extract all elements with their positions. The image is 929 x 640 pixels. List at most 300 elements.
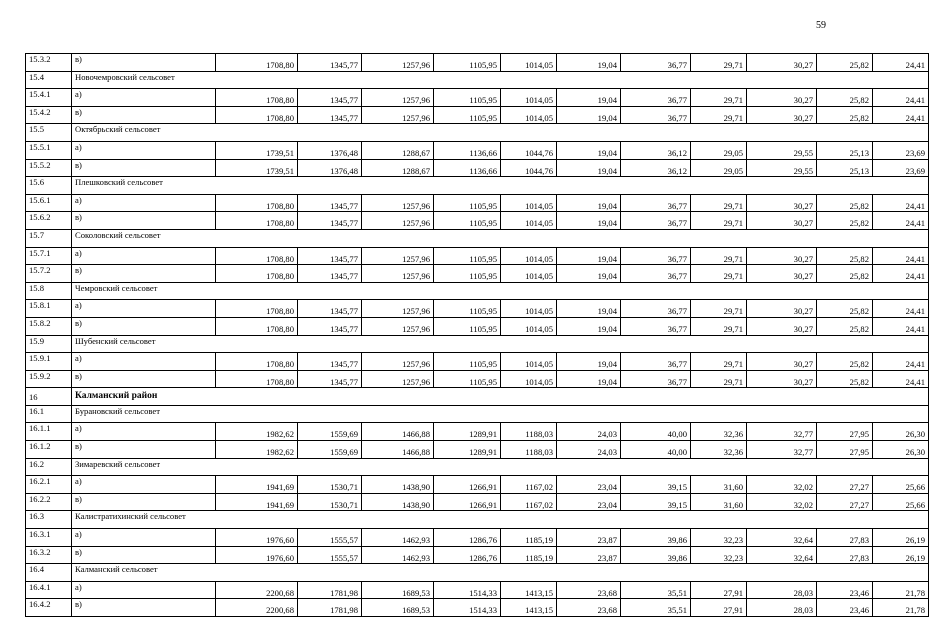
value-cell: 1044,76 [501, 141, 557, 159]
value-cell: 1708,80 [216, 300, 298, 318]
value-cell: 24,41 [873, 317, 929, 335]
row-code: 16.3 [26, 511, 72, 529]
value-cell: 32,02 [747, 476, 817, 494]
row-code: 16.1.2 [26, 441, 72, 459]
value-cell: 19,04 [557, 300, 621, 318]
value-cell: 26,19 [873, 546, 929, 564]
row-label: в) [72, 370, 216, 388]
row-code: 15.5 [26, 124, 72, 142]
value-cell: 25,82 [817, 54, 873, 72]
row-label: а) [72, 529, 216, 547]
value-cell: 1781,98 [298, 599, 362, 617]
row-code: 15.3.2 [26, 54, 72, 72]
row-code: 16.4 [26, 564, 72, 582]
value-cell: 1257,96 [362, 194, 434, 212]
value-cell: 1559,69 [298, 423, 362, 441]
value-cell: 27,91 [691, 599, 747, 617]
value-cell: 1105,95 [434, 370, 501, 388]
row-code: 15.4.1 [26, 89, 72, 107]
value-cell: 21,78 [873, 599, 929, 617]
group-title: Октябрьский сельсовет [72, 124, 929, 142]
row-code: 15.7.2 [26, 265, 72, 283]
value-cell: 36,77 [621, 370, 691, 388]
row-code: 16.2 [26, 458, 72, 476]
value-cell: 1413,15 [501, 599, 557, 617]
value-cell: 1708,80 [216, 54, 298, 72]
section-row [26, 388, 929, 406]
value-cell: 1288,67 [362, 159, 434, 177]
value-cell: 36,12 [621, 141, 691, 159]
value-cell: 1708,80 [216, 89, 298, 107]
value-cell: 24,41 [873, 265, 929, 283]
value-cell: 1708,80 [216, 317, 298, 335]
value-cell: 1105,95 [434, 353, 501, 371]
value-cell: 1514,33 [434, 581, 501, 599]
row-code: 15.7 [26, 229, 72, 247]
value-cell: 1257,96 [362, 353, 434, 371]
value-cell: 1376,48 [298, 159, 362, 177]
value-cell: 36,77 [621, 247, 691, 265]
row-label: а) [72, 423, 216, 441]
value-cell: 21,78 [873, 581, 929, 599]
group-title: Соколовский сельсовет [72, 229, 929, 247]
group-row [26, 511, 929, 529]
value-cell: 19,04 [557, 194, 621, 212]
table-row [26, 89, 929, 107]
value-cell: 1257,96 [362, 106, 434, 124]
row-code: 15.5.1 [26, 141, 72, 159]
table-row [26, 546, 929, 564]
value-cell: 19,04 [557, 247, 621, 265]
value-cell: 23,68 [557, 581, 621, 599]
value-cell: 1689,53 [362, 599, 434, 617]
value-cell: 1105,95 [434, 54, 501, 72]
value-cell: 32,23 [691, 546, 747, 564]
value-cell: 39,86 [621, 546, 691, 564]
value-cell: 1345,77 [298, 89, 362, 107]
table-row [26, 317, 929, 335]
row-code: 16.4.1 [26, 581, 72, 599]
value-cell: 1185,19 [501, 546, 557, 564]
value-cell: 30,27 [747, 89, 817, 107]
value-cell: 1044,76 [501, 159, 557, 177]
value-cell: 1514,33 [434, 599, 501, 617]
value-cell: 30,27 [747, 212, 817, 230]
value-cell: 25,82 [817, 353, 873, 371]
value-cell: 36,12 [621, 159, 691, 177]
value-cell: 36,77 [621, 89, 691, 107]
value-cell: 1438,90 [362, 476, 434, 494]
value-cell: 29,71 [691, 54, 747, 72]
value-cell: 1014,05 [501, 353, 557, 371]
value-cell: 1941,69 [216, 493, 298, 511]
value-cell: 19,04 [557, 159, 621, 177]
value-cell: 1976,60 [216, 546, 298, 564]
row-label: в) [72, 441, 216, 459]
group-row [26, 229, 929, 247]
value-cell: 1781,98 [298, 581, 362, 599]
group-row [26, 405, 929, 423]
value-cell: 25,82 [817, 89, 873, 107]
value-cell: 1105,95 [434, 89, 501, 107]
value-cell: 31,60 [691, 493, 747, 511]
row-label: в) [72, 599, 216, 617]
value-cell: 1413,15 [501, 581, 557, 599]
value-cell: 23,68 [557, 599, 621, 617]
value-cell: 1286,76 [434, 529, 501, 547]
value-cell: 35,51 [621, 599, 691, 617]
value-cell: 1167,02 [501, 493, 557, 511]
table-row [26, 212, 929, 230]
group-title: Плешковский сельсовет [72, 177, 929, 195]
value-cell: 1266,91 [434, 476, 501, 494]
row-code: 16.3.1 [26, 529, 72, 547]
value-cell: 19,04 [557, 353, 621, 371]
value-cell: 24,41 [873, 54, 929, 72]
value-cell: 39,15 [621, 493, 691, 511]
value-cell: 29,05 [691, 141, 747, 159]
value-cell: 1462,93 [362, 529, 434, 547]
group-title: Чемровский сельсовет [72, 282, 929, 300]
value-cell: 1708,80 [216, 370, 298, 388]
value-cell: 24,03 [557, 423, 621, 441]
value-cell: 1982,62 [216, 441, 298, 459]
row-label: а) [72, 581, 216, 599]
page-number: 59 [816, 20, 826, 31]
value-cell: 1014,05 [501, 54, 557, 72]
value-cell: 30,27 [747, 54, 817, 72]
value-cell: 23,46 [817, 599, 873, 617]
value-cell: 32,77 [747, 423, 817, 441]
value-cell: 1708,80 [216, 212, 298, 230]
row-label: а) [72, 353, 216, 371]
value-cell: 23,04 [557, 493, 621, 511]
value-cell: 1345,77 [298, 265, 362, 283]
value-cell: 25,82 [817, 247, 873, 265]
table-row [26, 265, 929, 283]
value-cell: 1105,95 [434, 247, 501, 265]
group-title: Калманский сельсовет [72, 564, 929, 582]
value-cell: 1739,51 [216, 141, 298, 159]
value-cell: 2200,68 [216, 599, 298, 617]
table-body [26, 54, 929, 617]
value-cell: 1185,19 [501, 529, 557, 547]
value-cell: 1708,80 [216, 265, 298, 283]
table-row [26, 423, 929, 441]
row-code: 15.6.2 [26, 212, 72, 230]
value-cell: 25,82 [817, 370, 873, 388]
table-row [26, 141, 929, 159]
value-cell: 29,05 [691, 159, 747, 177]
table-row [26, 54, 929, 72]
value-cell: 29,71 [691, 300, 747, 318]
value-cell: 29,71 [691, 106, 747, 124]
value-cell: 1105,95 [434, 194, 501, 212]
value-cell: 36,77 [621, 194, 691, 212]
value-cell: 19,04 [557, 212, 621, 230]
value-cell: 1105,95 [434, 212, 501, 230]
value-cell: 1105,95 [434, 300, 501, 318]
group-row [26, 124, 929, 142]
value-cell: 1345,77 [298, 370, 362, 388]
row-code: 15.9.2 [26, 370, 72, 388]
value-cell: 1136,66 [434, 141, 501, 159]
value-cell: 36,77 [621, 212, 691, 230]
value-cell: 1286,76 [434, 546, 501, 564]
value-cell: 1462,93 [362, 546, 434, 564]
value-cell: 24,41 [873, 106, 929, 124]
row-code: 16.1.1 [26, 423, 72, 441]
row-label: в) [72, 493, 216, 511]
value-cell: 1188,03 [501, 423, 557, 441]
value-cell: 36,77 [621, 353, 691, 371]
group-title: Калистратихинский сельсовет [72, 511, 929, 529]
row-code: 16.4.2 [26, 599, 72, 617]
row-code: 16.2.2 [26, 493, 72, 511]
value-cell: 1014,05 [501, 317, 557, 335]
table-row [26, 599, 929, 617]
value-cell: 27,83 [817, 546, 873, 564]
group-title: Шубенский сельсовет [72, 335, 929, 353]
row-code: 16.1 [26, 405, 72, 423]
value-cell: 27,91 [691, 581, 747, 599]
row-label: в) [72, 317, 216, 335]
value-cell: 1105,95 [434, 106, 501, 124]
row-code: 15.9 [26, 335, 72, 353]
value-cell: 1257,96 [362, 247, 434, 265]
value-cell: 24,41 [873, 353, 929, 371]
value-cell: 19,04 [557, 54, 621, 72]
value-cell: 29,71 [691, 89, 747, 107]
value-cell: 1976,60 [216, 529, 298, 547]
value-cell: 36,77 [621, 317, 691, 335]
table-row [26, 247, 929, 265]
value-cell: 1257,96 [362, 300, 434, 318]
value-cell: 23,46 [817, 581, 873, 599]
value-cell: 1257,96 [362, 265, 434, 283]
value-cell: 29,71 [691, 247, 747, 265]
group-row [26, 458, 929, 476]
value-cell: 25,82 [817, 265, 873, 283]
group-row [26, 282, 929, 300]
row-label: в) [72, 265, 216, 283]
group-title: Бурановский сельсовет [72, 405, 929, 423]
table-row [26, 441, 929, 459]
value-cell: 39,86 [621, 529, 691, 547]
value-cell: 1708,80 [216, 106, 298, 124]
value-cell: 27,95 [817, 423, 873, 441]
value-cell: 1289,91 [434, 423, 501, 441]
value-cell: 32,23 [691, 529, 747, 547]
value-cell: 1345,77 [298, 194, 362, 212]
value-cell: 24,41 [873, 300, 929, 318]
table-row [26, 493, 929, 511]
value-cell: 1982,62 [216, 423, 298, 441]
value-cell: 40,00 [621, 423, 691, 441]
value-cell: 1345,77 [298, 317, 362, 335]
value-cell: 1257,96 [362, 89, 434, 107]
value-cell: 30,27 [747, 106, 817, 124]
table-row [26, 300, 929, 318]
value-cell: 30,27 [747, 353, 817, 371]
value-cell: 1345,77 [298, 54, 362, 72]
value-cell: 1739,51 [216, 159, 298, 177]
row-label: а) [72, 476, 216, 494]
value-cell: 28,03 [747, 581, 817, 599]
value-cell: 1530,71 [298, 493, 362, 511]
value-cell: 1289,91 [434, 441, 501, 459]
value-cell: 1014,05 [501, 265, 557, 283]
value-cell: 30,27 [747, 265, 817, 283]
row-code: 16 [26, 388, 72, 406]
value-cell: 1014,05 [501, 194, 557, 212]
value-cell: 24,41 [873, 212, 929, 230]
value-cell: 30,27 [747, 370, 817, 388]
value-cell: 1345,77 [298, 353, 362, 371]
value-cell: 40,00 [621, 441, 691, 459]
table-row [26, 159, 929, 177]
value-cell: 24,03 [557, 441, 621, 459]
group-row [26, 335, 929, 353]
value-cell: 26,19 [873, 529, 929, 547]
table-row [26, 476, 929, 494]
value-cell: 1014,05 [501, 89, 557, 107]
row-label: а) [72, 194, 216, 212]
group-title: Зимаревский сельсовет [72, 458, 929, 476]
tariff-table [25, 53, 929, 617]
value-cell: 1376,48 [298, 141, 362, 159]
value-cell: 32,36 [691, 441, 747, 459]
value-cell: 29,71 [691, 353, 747, 371]
row-label: в) [72, 159, 216, 177]
row-label: в) [72, 546, 216, 564]
value-cell: 30,27 [747, 300, 817, 318]
row-code: 15.7.1 [26, 247, 72, 265]
value-cell: 29,71 [691, 212, 747, 230]
value-cell: 25,13 [817, 159, 873, 177]
value-cell: 36,77 [621, 54, 691, 72]
row-label: а) [72, 300, 216, 318]
group-row [26, 177, 929, 195]
value-cell: 1288,67 [362, 141, 434, 159]
row-code: 15.5.2 [26, 159, 72, 177]
row-code: 15.4 [26, 71, 72, 89]
value-cell: 1708,80 [216, 353, 298, 371]
value-cell: 1014,05 [501, 247, 557, 265]
value-cell: 30,27 [747, 317, 817, 335]
value-cell: 24,41 [873, 89, 929, 107]
value-cell: 26,30 [873, 441, 929, 459]
row-code: 15.8.1 [26, 300, 72, 318]
value-cell: 25,66 [873, 493, 929, 511]
value-cell: 19,04 [557, 106, 621, 124]
group-row [26, 564, 929, 582]
table-row [26, 353, 929, 371]
value-cell: 32,77 [747, 441, 817, 459]
row-code: 15.8.2 [26, 317, 72, 335]
value-cell: 1014,05 [501, 370, 557, 388]
value-cell: 24,41 [873, 247, 929, 265]
value-cell: 35,51 [621, 581, 691, 599]
section-title: Калманский район [72, 388, 929, 406]
value-cell: 27,27 [817, 476, 873, 494]
table-row [26, 194, 929, 212]
table-row [26, 106, 929, 124]
group-row [26, 71, 929, 89]
value-cell: 39,15 [621, 476, 691, 494]
value-cell: 23,69 [873, 159, 929, 177]
row-code: 15.6 [26, 177, 72, 195]
value-cell: 23,87 [557, 529, 621, 547]
value-cell: 1257,96 [362, 212, 434, 230]
value-cell: 25,82 [817, 106, 873, 124]
value-cell: 1257,96 [362, 54, 434, 72]
value-cell: 36,77 [621, 106, 691, 124]
value-cell: 1345,77 [298, 247, 362, 265]
value-cell: 1105,95 [434, 265, 501, 283]
value-cell: 1014,05 [501, 106, 557, 124]
value-cell: 27,83 [817, 529, 873, 547]
group-title: Новочемровский сельсовет [72, 71, 929, 89]
table-row [26, 581, 929, 599]
value-cell: 1167,02 [501, 476, 557, 494]
value-cell: 1466,88 [362, 423, 434, 441]
table-row [26, 370, 929, 388]
value-cell: 29,71 [691, 265, 747, 283]
value-cell: 32,36 [691, 423, 747, 441]
value-cell: 1941,69 [216, 476, 298, 494]
value-cell: 1559,69 [298, 441, 362, 459]
row-code: 15.4.2 [26, 106, 72, 124]
row-label: в) [72, 212, 216, 230]
value-cell: 1257,96 [362, 317, 434, 335]
value-cell: 1708,80 [216, 247, 298, 265]
value-cell: 2200,68 [216, 581, 298, 599]
value-cell: 25,82 [817, 212, 873, 230]
value-cell: 1014,05 [501, 212, 557, 230]
value-cell: 25,82 [817, 317, 873, 335]
value-cell: 19,04 [557, 317, 621, 335]
value-cell: 19,04 [557, 89, 621, 107]
value-cell: 24,41 [873, 370, 929, 388]
value-cell: 1266,91 [434, 493, 501, 511]
value-cell: 31,60 [691, 476, 747, 494]
value-cell: 23,04 [557, 476, 621, 494]
value-cell: 36,77 [621, 265, 691, 283]
value-cell: 26,30 [873, 423, 929, 441]
value-cell: 1555,57 [298, 546, 362, 564]
value-cell: 27,95 [817, 441, 873, 459]
row-label: а) [72, 141, 216, 159]
value-cell: 19,04 [557, 141, 621, 159]
value-cell: 30,27 [747, 194, 817, 212]
row-label: а) [72, 247, 216, 265]
value-cell: 19,04 [557, 265, 621, 283]
value-cell: 32,64 [747, 529, 817, 547]
value-cell: 30,27 [747, 247, 817, 265]
value-cell: 1708,80 [216, 194, 298, 212]
value-cell: 29,71 [691, 317, 747, 335]
value-cell: 25,82 [817, 194, 873, 212]
value-cell: 29,71 [691, 370, 747, 388]
value-cell: 25,66 [873, 476, 929, 494]
value-cell: 29,71 [691, 194, 747, 212]
row-code: 16.2.1 [26, 476, 72, 494]
value-cell: 1345,77 [298, 106, 362, 124]
table-row [26, 529, 929, 547]
value-cell: 36,77 [621, 300, 691, 318]
value-cell: 24,41 [873, 194, 929, 212]
